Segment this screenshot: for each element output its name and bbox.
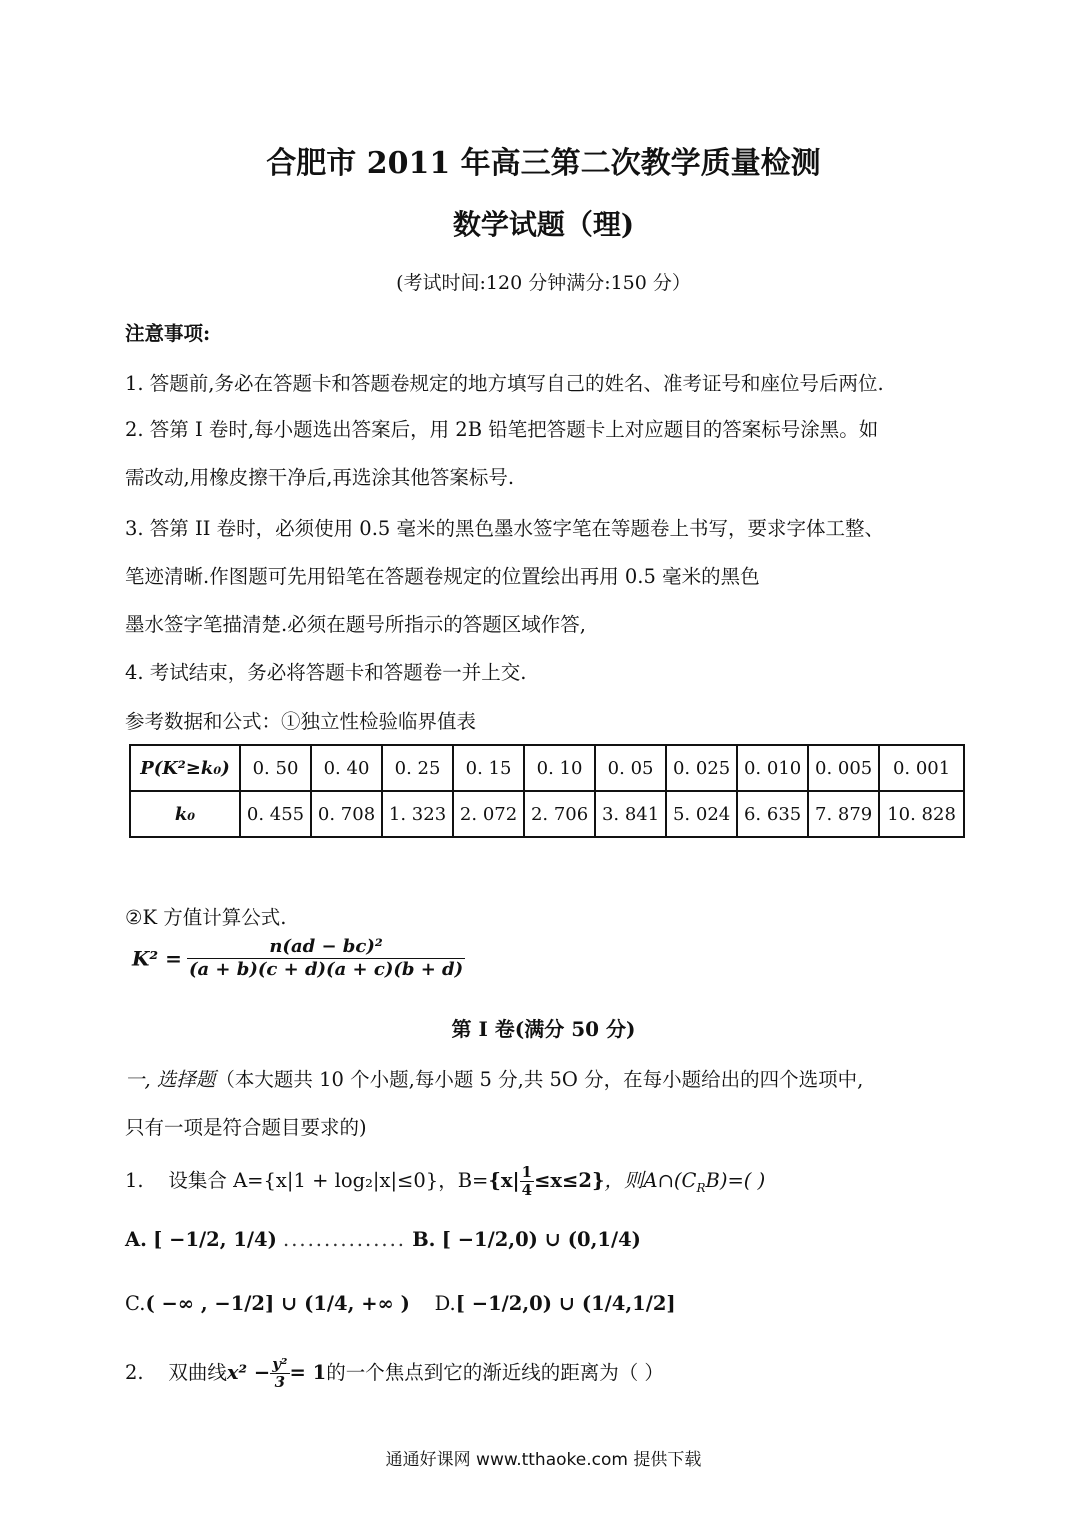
table-cell: 0. 50 bbox=[240, 745, 311, 791]
q2-eq-left: x² − bbox=[226, 1361, 271, 1384]
table-row-p bbox=[130, 745, 964, 791]
note-item-2: 2. 答第 I 卷时,每小题选出答案后，用 2B 铅笔把答题卡上对应题目的答案标号涂黑。如 bbox=[125, 418, 879, 441]
option-c-label: C. bbox=[125, 1292, 146, 1315]
q2-text-a: 双曲线 bbox=[168, 1361, 227, 1384]
option-d-label: D. bbox=[434, 1292, 456, 1315]
exam-title: 合肥市 2011 年高三第二次教学质量检测 bbox=[266, 146, 821, 181]
table-cell: 0. 05 bbox=[595, 745, 666, 791]
table-cell: 3. 841 bbox=[595, 791, 666, 837]
table-row-k bbox=[130, 791, 964, 837]
table-cell: 0. 010 bbox=[737, 745, 808, 791]
q2-eq-frac bbox=[270, 1356, 289, 1391]
q2-eq-right: = 1 bbox=[289, 1361, 327, 1384]
table-cell: 0. 10 bbox=[524, 745, 595, 791]
exam-time-info: (考试时间:120 分钟满分:150 分） bbox=[396, 272, 691, 294]
q1-text-a: 设集合 A={x|1 + log₂|x|≤0}，B= bbox=[168, 1169, 489, 1192]
option-b-text: [ −1/2,0) ∪ (0,1/4) bbox=[441, 1228, 641, 1251]
table-cell: 7. 879 bbox=[808, 791, 879, 837]
section-title: 第 I 卷(满分 50 分) bbox=[451, 1017, 636, 1041]
q1-text-b: ，则A∩(C bbox=[604, 1169, 697, 1192]
formula-lhs: K² = bbox=[132, 946, 182, 971]
q1-set-b-right: ≤x≤2} bbox=[534, 1169, 605, 1192]
question-1 bbox=[125, 1164, 765, 1199]
note-item-2-cont: 需改动,用橡皮擦干净后,再选涂其他答案标号. bbox=[125, 466, 515, 489]
table-cell: 1. 323 bbox=[382, 791, 453, 837]
frac-numerator: y² bbox=[272, 1355, 288, 1373]
formula-denominator: (a + b)(c + d)(a + c)(b + d) bbox=[188, 959, 464, 980]
part-desc: （本大题共 10 个小题,每小题 5 分,共 5O 分，在每小题给出的四个选项中, bbox=[215, 1068, 864, 1091]
q1-text-c: B)=( ) bbox=[705, 1169, 766, 1192]
question-2 bbox=[125, 1356, 664, 1391]
question-number: 2. bbox=[125, 1361, 144, 1384]
table-cell: 0. 001 bbox=[879, 745, 964, 791]
formula-numerator: n(ad − bc)² bbox=[187, 936, 465, 959]
frac-numerator: 1 bbox=[521, 1163, 533, 1181]
note-item-3: 3. 答第 II 卷时，必须使用 0.5 毫米的黑色墨水签字笔在等题卷上书写，要求字体工整、 bbox=[125, 517, 885, 540]
option-a-label: A. bbox=[125, 1228, 147, 1251]
chi-square-formula bbox=[132, 936, 465, 981]
table-cell: 0. 25 bbox=[382, 745, 453, 791]
note-item-4: 4. 考试结束，务必将答题卡和答题卷一并上交. bbox=[125, 661, 527, 684]
exam-subtitle: 数学试题（理) bbox=[452, 208, 635, 241]
q1-options-row-1 bbox=[125, 1228, 641, 1251]
table-cell: 5. 024 bbox=[666, 791, 737, 837]
critical-value-table bbox=[129, 744, 965, 838]
table-cell: 6. 635 bbox=[737, 791, 808, 837]
table-cell: 0. 15 bbox=[453, 745, 524, 791]
note-item-3-cont-2: 墨水签字笔描清楚.必须在题号所指示的答题区域作答, bbox=[125, 613, 586, 636]
option-b-label: B. bbox=[412, 1228, 436, 1251]
q1-set-b-frac bbox=[520, 1164, 534, 1199]
note-item-3-cont: 笔迹清晰.作图题可先用铅笔在答题卷规定的位置绘出再用 0.5 毫米的黑色 bbox=[125, 565, 760, 588]
q1-sub-r: R bbox=[696, 1180, 706, 1195]
part-label: 一, 选择题 bbox=[125, 1068, 216, 1091]
footer-credit: 通通好课网 www.tthaoke.com 提供下载 bbox=[385, 1450, 702, 1470]
table-cell: 0. 005 bbox=[808, 745, 879, 791]
frac-denominator: 4 bbox=[521, 1181, 533, 1199]
question-number: 1. bbox=[125, 1169, 144, 1192]
table-cell: 2. 706 bbox=[524, 791, 595, 837]
table-cell: 0. 708 bbox=[311, 791, 382, 837]
table-row-head-k: k₀ bbox=[130, 791, 240, 837]
table-cell: 10. 828 bbox=[879, 791, 964, 837]
part-heading bbox=[125, 1064, 863, 1092]
table-cell: 0. 025 bbox=[666, 745, 737, 791]
q2-text-b: 的一个焦点到它的渐近线的距离为（ ） bbox=[326, 1361, 664, 1384]
part-desc-cont: 只有一项是符合题目要求的) bbox=[125, 1116, 367, 1139]
formula-intro: ②K 方值计算公式. bbox=[125, 906, 287, 929]
q1-options-row-2 bbox=[125, 1292, 676, 1315]
table-cell: 0. 455 bbox=[240, 791, 311, 837]
option-d-text: [ −1/2,0) ∪ (1/4,1/2] bbox=[455, 1292, 676, 1315]
option-c-text: ( −∞ , −1/2] ∪ (1/4, +∞ ) bbox=[145, 1292, 410, 1315]
option-a-dots: ............... bbox=[283, 1228, 406, 1251]
note-item-1: 1. 答题前,务必在答题卡和答题卷规定的地方填写自己的姓名、准考证号和座位号后两位. bbox=[125, 372, 884, 395]
table-cell: 0. 40 bbox=[311, 745, 382, 791]
formula-fraction bbox=[187, 936, 465, 981]
frac-denominator: 3 bbox=[274, 1373, 286, 1391]
reference-intro: 参考数据和公式：①独立性检验临界值表 bbox=[125, 710, 477, 733]
notes-heading: 注意事项: bbox=[125, 322, 211, 345]
option-a-text: [ −1/2, 1/4) bbox=[153, 1228, 277, 1251]
q1-set-b-left: {x| bbox=[488, 1169, 520, 1192]
table-cell: 2. 072 bbox=[453, 791, 524, 837]
table-row-head-p: P(K²≥k₀) bbox=[130, 745, 240, 791]
